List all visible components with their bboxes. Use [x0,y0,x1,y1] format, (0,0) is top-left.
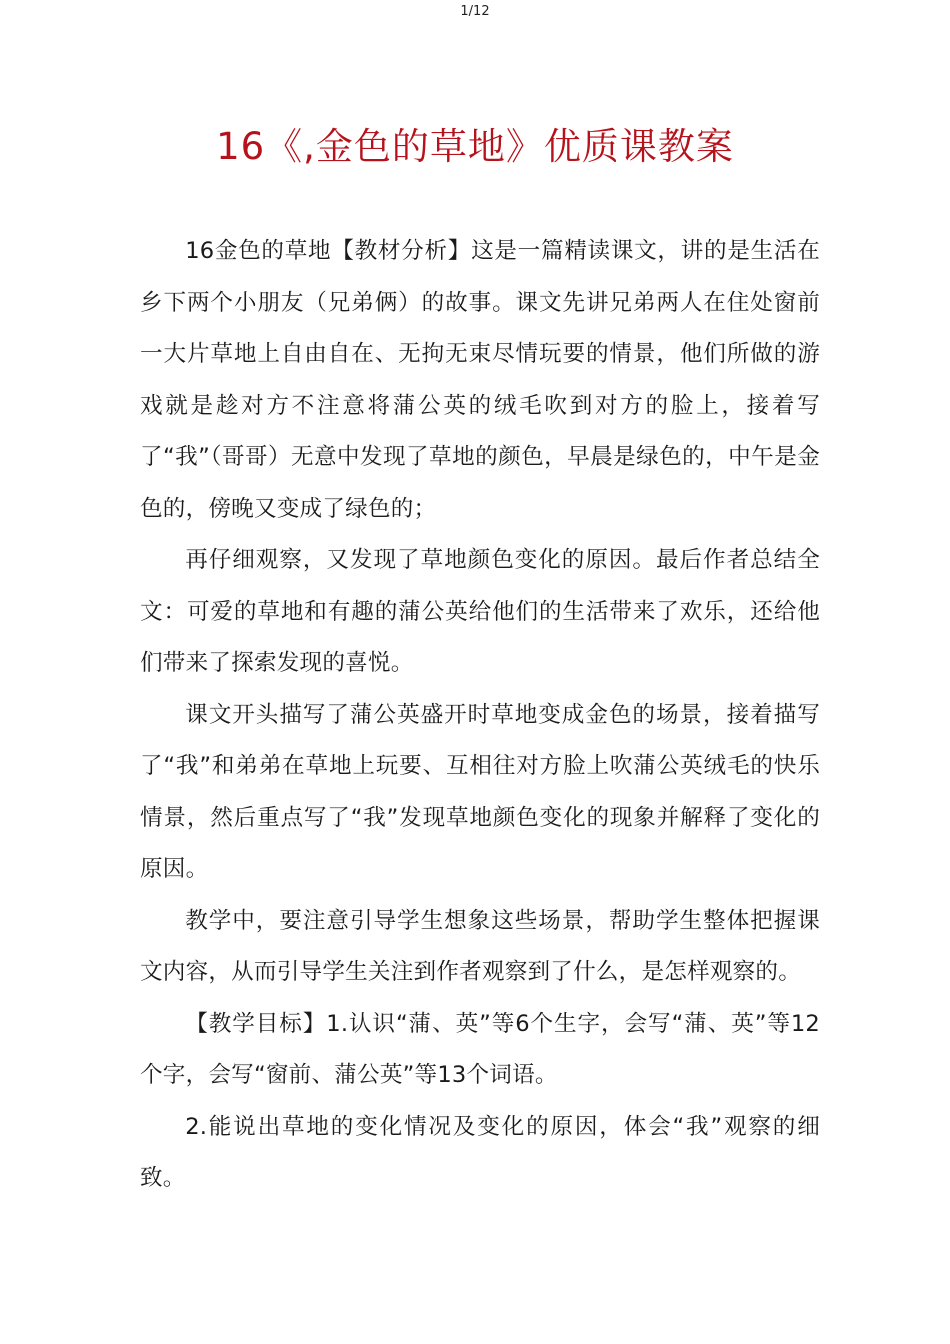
paragraph-summary: 课文开头描写了蒲公英盛开时草地变成金色的场景，接着描写了“我”和弟弟在草地上玩要、互相往对方脸上吹蒲公英绒毛的快乐情景，然后重点写了“我”发现草地颜色变化的现象并解释了变化的原因。 [140,701,820,882]
paragraph-teaching: 教学中，要注意引导学生想象这些场景，帮助学生整体把握课文内容，从而引导学生关注到作者观察到了什么，是怎样观察的。 [140,907,820,985]
paragraph-objective-1: 【教学目标】1.认识“蒲、英”等6个生字，会写“蒲、英”等12个字，会写“窗前、蒲公英”等13个词语。 [140,1010,820,1088]
document-body [140,226,820,1205]
paragraph-intro: 16金色的草地【教材分析】这是一篇精读课文，讲的是生活在乡下两个小朋友（兄弟俩）的故事。课文先讲兄弟两人在住处窗前一大片草地上自由自在、无拘无束尽情玩要的情景，他们所做的游戏就是趁对方不注意将蒲公英的绒毛吹到对方的脸上，接着写了“我”（哥哥）无意中发现了草地的颜色，早晨是绿色的，中午是金色的，傍晚又变成了绿色的； [140,238,820,522]
page-number: 1/12 [460,4,490,19]
paragraph-objective-2: 2.能说出草地的变化情况及变化的原因，体会“我”观察的细致。 [140,1113,820,1191]
document-title: 16《,金色的草地》优质课教案 [216,125,734,168]
paragraph-observation: 再仔细观察，又发现了草地颜色变化的原因。最后作者总结全文：可爱的草地和有趣的蒲公英给他们的生活带来了欢乐，还给他们带来了探索发现的喜悦。 [140,547,820,676]
